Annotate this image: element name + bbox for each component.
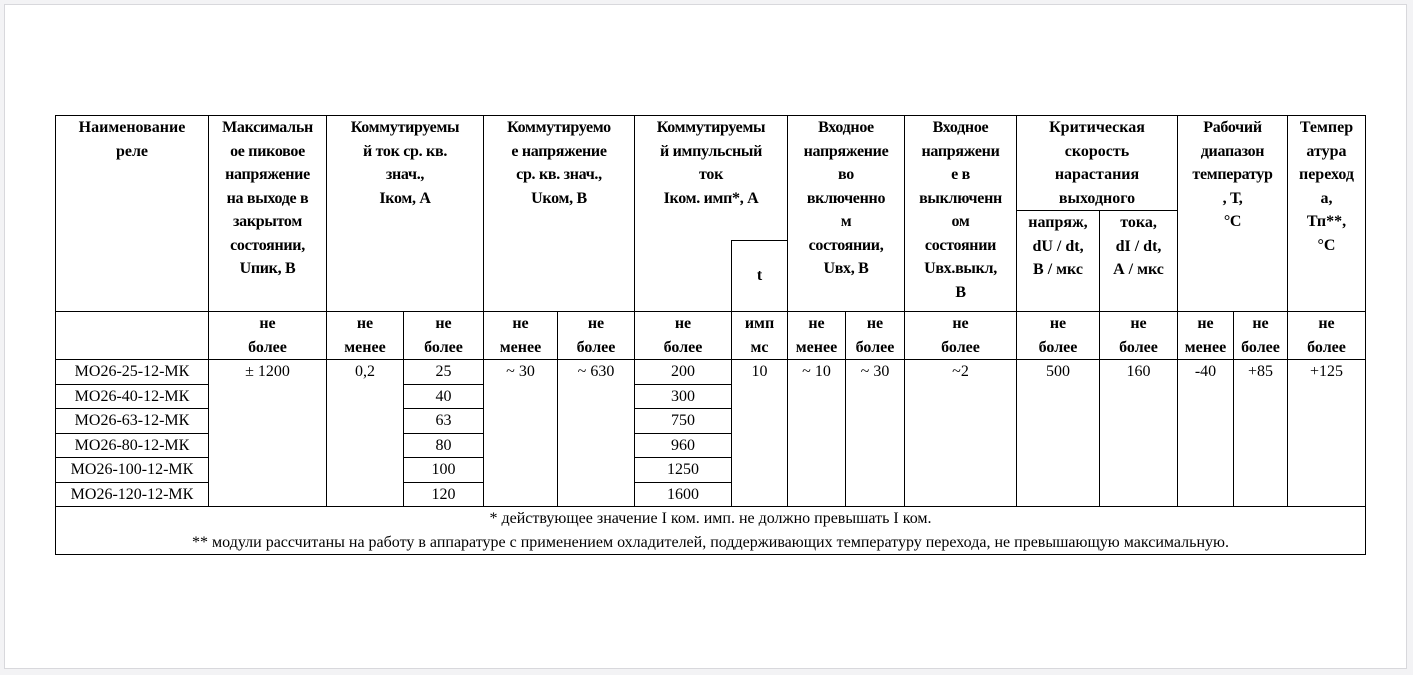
subheader-current-max: не более xyxy=(404,312,484,360)
subheader-time-unit: имп мс xyxy=(732,312,788,360)
header-critical-rate: Критическая скорость нарастания выходного xyxy=(1017,116,1178,211)
junction-max-value: +125 xyxy=(1288,360,1366,507)
pulse-current-value: 960 xyxy=(635,433,732,458)
voltage-max-value: ~ 630 xyxy=(558,360,635,507)
peak-voltage-value: ± 1200 xyxy=(209,360,327,507)
subheader-name-empty xyxy=(56,312,209,360)
header-switched-current: Коммутируемы й ток ср. кв. знач., Iком, А xyxy=(327,116,484,312)
voltage-min-value: ~ 30 xyxy=(484,360,558,507)
pulse-current-value: 200 xyxy=(635,360,732,385)
pulse-current-value: 1600 xyxy=(635,482,732,507)
current-max-value: 25 xyxy=(404,360,484,385)
header-du-dt: напряж, dU / dt, В / мкс xyxy=(1017,211,1100,312)
model-name: МО26-80-12-МК xyxy=(56,433,209,458)
subheader-temp-max: не более xyxy=(1234,312,1288,360)
input-on-min-value: ~ 10 xyxy=(788,360,846,507)
header-input-on-voltage: Входное напряжение во включенно м состоянии, Uвх, В xyxy=(788,116,905,312)
temp-max-value: +85 xyxy=(1234,360,1288,507)
current-min-value: 0,2 xyxy=(327,360,404,507)
subheader-voltage-max: не более xyxy=(558,312,635,360)
subheader-peak-max: не более xyxy=(209,312,327,360)
input-on-max-value: ~ 30 xyxy=(846,360,905,507)
model-name: МО26-100-12-МК xyxy=(56,458,209,483)
subheader-du-dt-max: не более xyxy=(1017,312,1100,360)
subheader-voltage-min: не менее xyxy=(484,312,558,360)
current-max-value: 120 xyxy=(404,482,484,507)
pulse-time-value: 10 xyxy=(732,360,788,507)
relay-spec-table xyxy=(55,115,1366,555)
model-name: МО26-120-12-МК xyxy=(56,482,209,507)
header-input-off-voltage: Входное напряжени е в выключенн ом состоянии Uвх.выкл, В xyxy=(905,116,1017,312)
du-dt-value: 500 xyxy=(1017,360,1100,507)
subheader-input-off-max: не более xyxy=(905,312,1017,360)
header-pulse-current-filler xyxy=(635,240,732,312)
document-frame xyxy=(4,4,1407,669)
header-relay-name: Наименование реле xyxy=(56,116,209,312)
model-name: МО26-25-12-МК xyxy=(56,360,209,385)
subheader-current-min: не менее xyxy=(327,312,404,360)
input-off-max-value: ~2 xyxy=(905,360,1017,507)
subheader-di-dt-max: не более xyxy=(1100,312,1178,360)
subheader-input-on-min: не менее xyxy=(788,312,846,360)
header-junction-temp: Темпер атура переход а, Тп**, °С xyxy=(1288,116,1366,312)
current-max-value: 63 xyxy=(404,409,484,434)
model-name: МО26-63-12-МК xyxy=(56,409,209,434)
model-name: МО26-40-12-МК xyxy=(56,384,209,409)
subheader-junction-max: не более xyxy=(1288,312,1366,360)
header-pulse-time: t xyxy=(732,240,788,312)
footnote-pulse-current: * действующее значение I ком. имп. не должно превышать I ком. xyxy=(489,510,932,527)
footnote-cooling: ** модули рассчитаны на работу в аппаратуре с применением охладителей, поддерживающих температуру перехода, не превышающую максимальную. xyxy=(192,533,1229,551)
current-max-value: 100 xyxy=(404,458,484,483)
header-pulse-current: Коммутируемы й импульсный ток Iком. имп*, А xyxy=(635,116,788,241)
pulse-current-value: 1250 xyxy=(635,458,732,483)
di-dt-value: 160 xyxy=(1100,360,1178,507)
current-max-value: 80 xyxy=(404,433,484,458)
header-di-dt: тока, dI / dt, А / мкс xyxy=(1100,211,1178,312)
header-max-peak-voltage: Максимальн ое пиковое напряжение на выходе в закрытом состоянии, Uпик, В xyxy=(209,116,327,312)
header-temp-range: Рабочий диапазон температур , Т, °С xyxy=(1178,116,1288,312)
header-switched-voltage: Коммутируемо е напряжение ср. кв. знач., Uком, В xyxy=(484,116,635,312)
table-row xyxy=(56,360,1366,385)
pulse-current-value: 750 xyxy=(635,409,732,434)
current-max-value: 40 xyxy=(404,384,484,409)
pulse-current-value: 300 xyxy=(635,384,732,409)
subheader-pulse-max: не более xyxy=(635,312,732,360)
table-footnotes xyxy=(56,507,1366,555)
temp-min-value: -40 xyxy=(1178,360,1234,507)
subheader-temp-min: не менее xyxy=(1178,312,1234,360)
subheader-input-on-max: не более xyxy=(846,312,905,360)
